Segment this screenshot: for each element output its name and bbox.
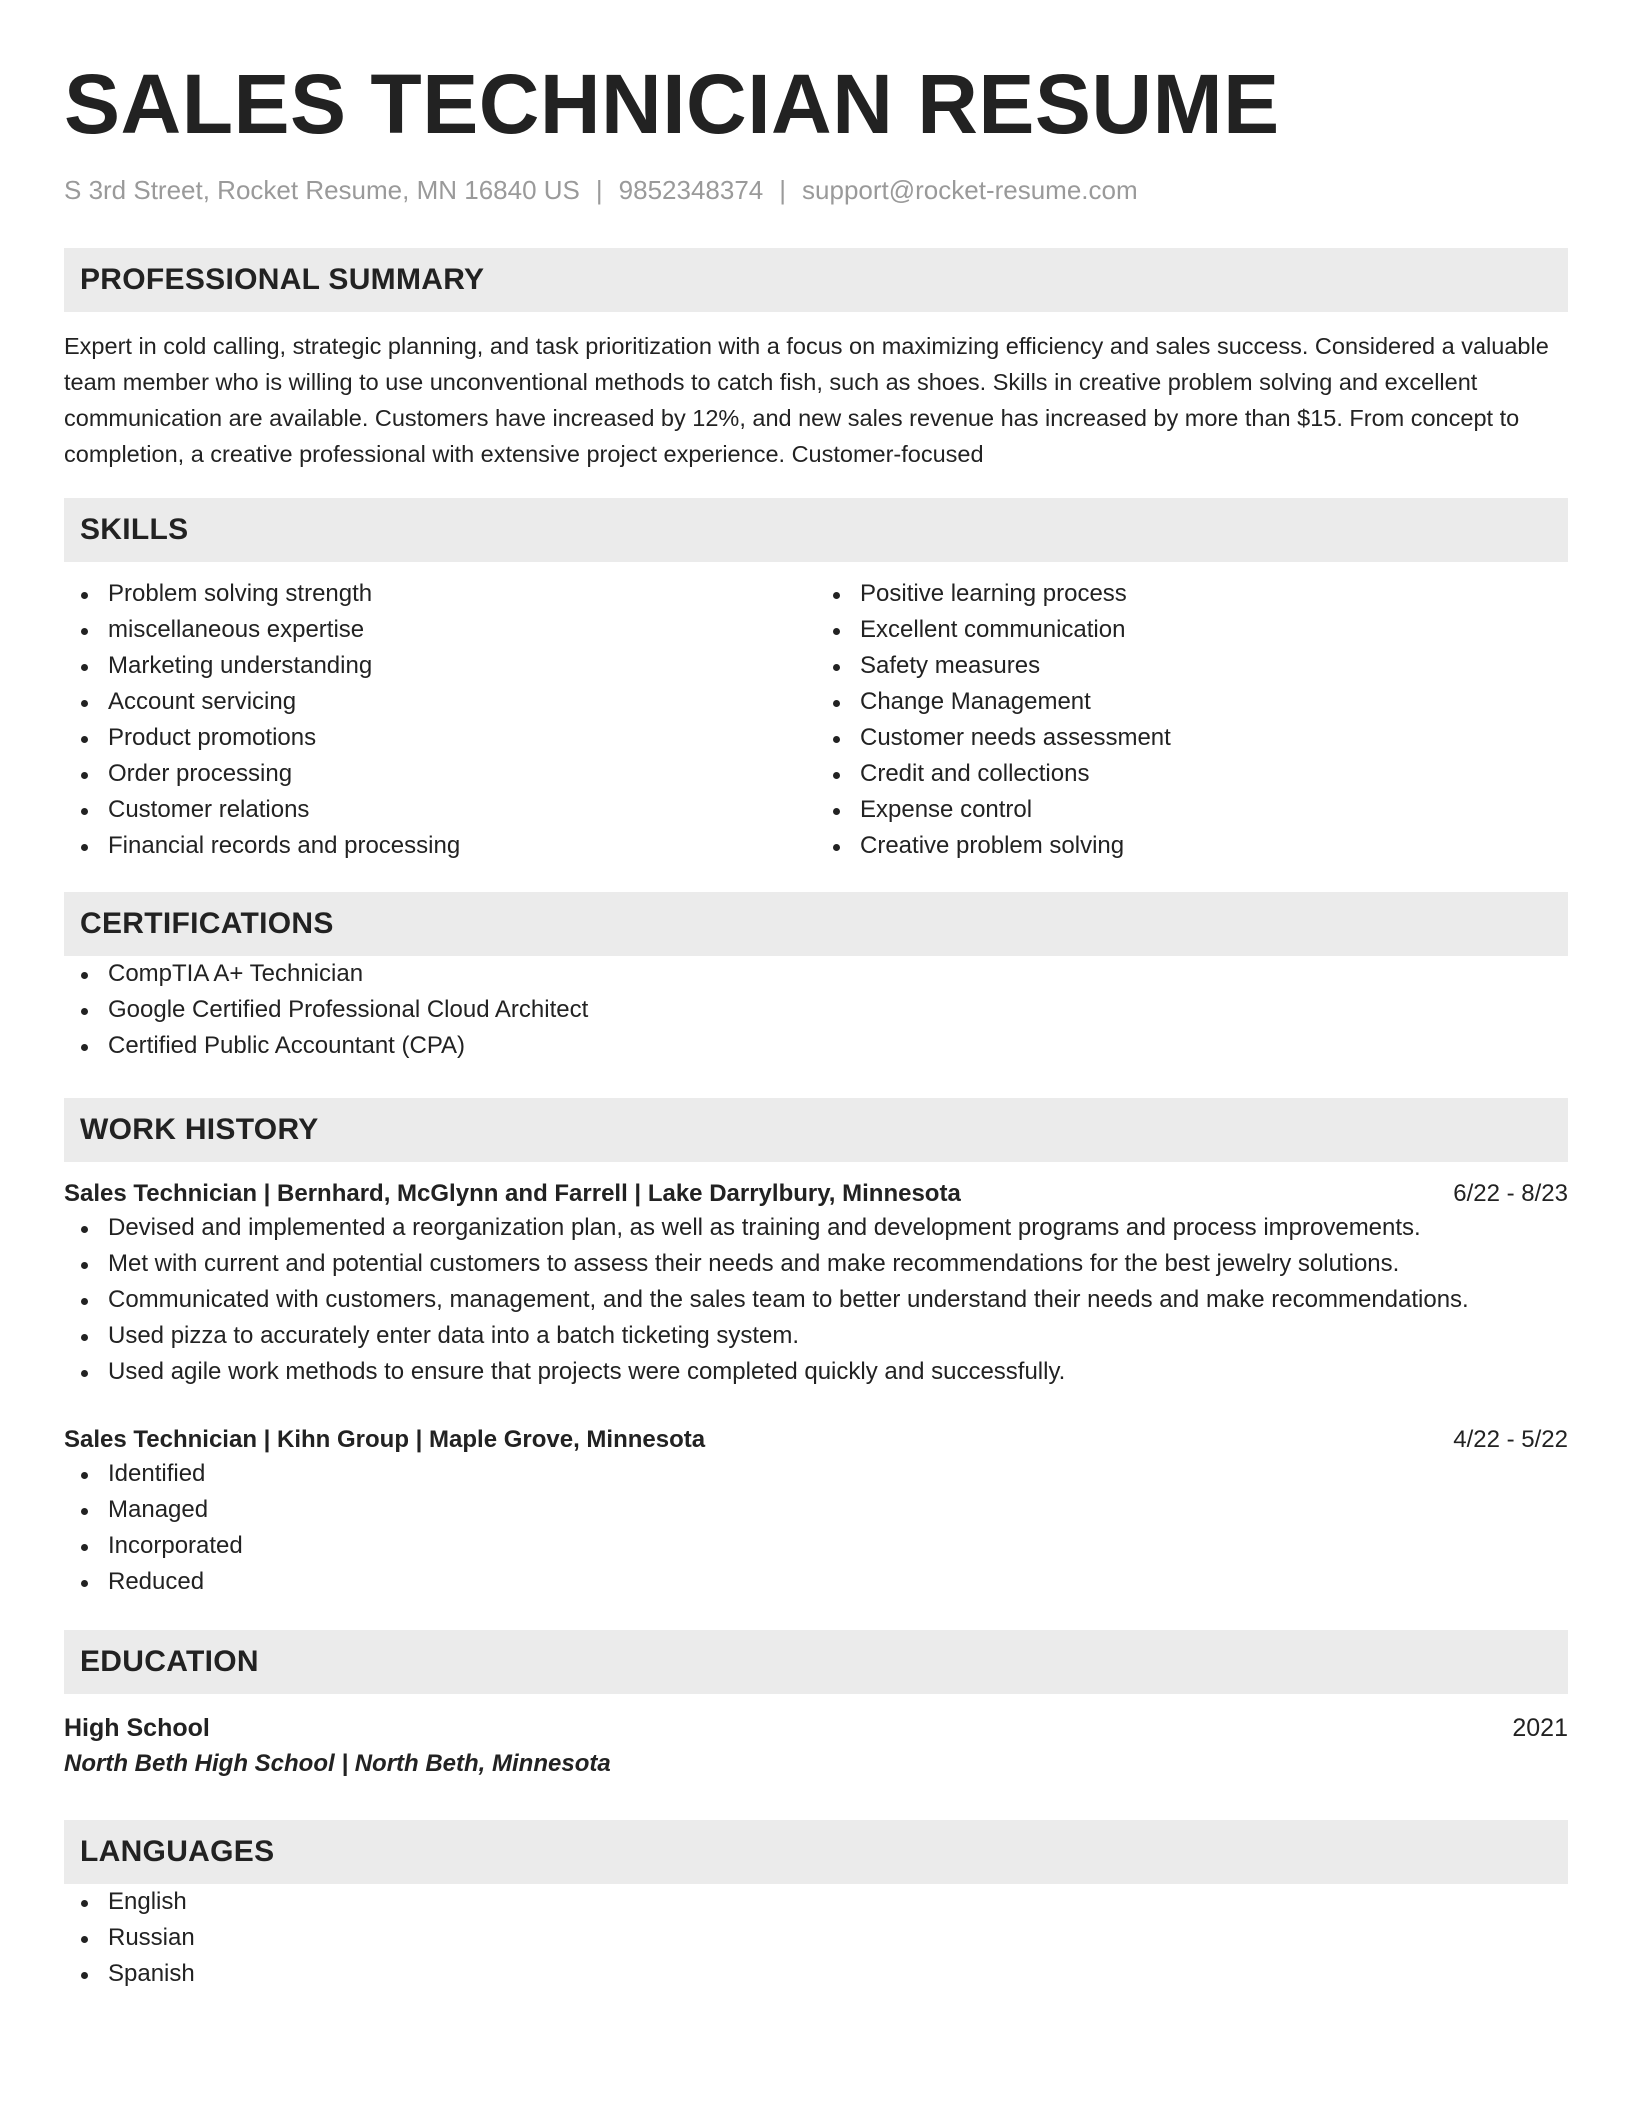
skill-item: Expense control bbox=[816, 792, 1568, 828]
skill-item: Positive learning process bbox=[816, 576, 1568, 612]
languages-list bbox=[64, 1884, 1568, 1992]
summary-text: Expert in cold calling, strategic planning, and task prioritization with a focus on maximizing efficiency and sales success. Considered a valuable team member who is willing to use unconventional methods to catch fish, such as shoes. Skills in creative problem solving and excellent communication are available. Customers have increased by 12%, and new sales revenue has increased by more than $15. From concept to completion, a creative professional with extensive project experience. Customer-focused bbox=[64, 333, 1549, 467]
job-bullet: Met with current and potential customers to assess their needs and make recommendations for the best jewelry solutions. bbox=[64, 1246, 1568, 1282]
certifications-list bbox=[64, 956, 1568, 1064]
job-bullet: Used pizza to accurately enter data into a batch ticketing system. bbox=[64, 1318, 1568, 1354]
language-item: Spanish bbox=[64, 1956, 1568, 1992]
resume-title: SALES TECHNICIAN RESUME bbox=[64, 57, 1280, 151]
education-section bbox=[64, 1630, 1568, 1782]
job-bullets bbox=[64, 1456, 1568, 1600]
job-bullets bbox=[64, 1210, 1568, 1390]
contact-separator: | bbox=[779, 175, 787, 205]
contact-separator: | bbox=[595, 175, 603, 205]
skills-column-right bbox=[816, 576, 1568, 864]
languages-section bbox=[64, 1820, 1568, 1992]
language-item: Russian bbox=[64, 1920, 1568, 1956]
education-degree: High School bbox=[64, 1714, 210, 1742]
skills-grid bbox=[64, 576, 1568, 864]
skill-item: Problem solving strength bbox=[64, 576, 816, 612]
job-dates: 6/22 - 8/23 bbox=[1453, 1180, 1568, 1207]
education-year: 2021 bbox=[1512, 1714, 1568, 1742]
languages-heading: LANGUAGES bbox=[64, 1820, 1568, 1884]
skill-item: Customer relations bbox=[64, 792, 816, 828]
skill-item: Product promotions bbox=[64, 720, 816, 756]
job-entry bbox=[64, 1424, 1568, 1600]
skills-section bbox=[64, 498, 1568, 864]
summary-heading: PROFESSIONAL SUMMARY bbox=[64, 248, 1568, 312]
skill-item: miscellaneous expertise bbox=[64, 612, 816, 648]
certification-item: Certified Public Accountant (CPA) bbox=[64, 1028, 1568, 1064]
skill-item: Order processing bbox=[64, 756, 816, 792]
skill-item: Change Management bbox=[816, 684, 1568, 720]
job-bullet: Identified bbox=[64, 1456, 1568, 1492]
skill-item: Credit and collections bbox=[816, 756, 1568, 792]
job-bullet: Managed bbox=[64, 1492, 1568, 1528]
education-heading: EDUCATION bbox=[64, 1630, 1568, 1694]
skill-item: Creative problem solving bbox=[816, 828, 1568, 864]
contact-line bbox=[64, 174, 1568, 206]
contact-phone: 9852348374 bbox=[618, 175, 764, 205]
certification-item: CompTIA A+ Technician bbox=[64, 956, 1568, 992]
job-bullet: Reduced bbox=[64, 1564, 1568, 1600]
job-title: Sales Technician | Bernhard, McGlynn and Farrell | Lake Darrylbury, Minnesota bbox=[64, 1180, 961, 1207]
work-history-heading: WORK HISTORY bbox=[64, 1098, 1568, 1162]
certifications-heading: CERTIFICATIONS bbox=[64, 892, 1568, 956]
skill-item: Excellent communication bbox=[816, 612, 1568, 648]
skill-item: Safety measures bbox=[816, 648, 1568, 684]
job-header bbox=[64, 1178, 1568, 1210]
certifications-section bbox=[64, 892, 1568, 1064]
skills-column-left bbox=[64, 576, 816, 864]
job-bullet: Incorporated bbox=[64, 1528, 1568, 1564]
skill-item: Financial records and processing bbox=[64, 828, 816, 864]
contact-email: support@rocket-resume.com bbox=[802, 175, 1138, 205]
work-history-section bbox=[64, 1098, 1568, 1600]
skills-heading: SKILLS bbox=[64, 498, 1568, 562]
education-row bbox=[64, 1710, 1568, 1746]
skill-item: Account servicing bbox=[64, 684, 816, 720]
certification-item: Google Certified Professional Cloud Architect bbox=[64, 992, 1568, 1028]
summary-section bbox=[64, 248, 1568, 472]
skill-item: Marketing understanding bbox=[64, 648, 816, 684]
skill-item: Customer needs assessment bbox=[816, 720, 1568, 756]
contact-address: S 3rd Street, Rocket Resume, MN 16840 US bbox=[64, 175, 580, 205]
job-bullet: Devised and implemented a reorganization plan, as well as training and development programs and process improvements. bbox=[64, 1210, 1568, 1246]
job-bullet: Used agile work methods to ensure that projects were completed quickly and successfully. bbox=[64, 1354, 1568, 1390]
job-entry bbox=[64, 1178, 1568, 1390]
language-item: English bbox=[64, 1884, 1568, 1920]
education-school: North Beth High School | North Beth, Minnesota bbox=[64, 1750, 611, 1777]
job-header bbox=[64, 1424, 1568, 1456]
job-bullet: Communicated with customers, management, and the sales team to better understand their needs and make recommendations. bbox=[64, 1282, 1568, 1318]
job-dates: 4/22 - 5/22 bbox=[1453, 1426, 1568, 1453]
job-title: Sales Technician | Kihn Group | Maple Grove, Minnesota bbox=[64, 1426, 706, 1453]
